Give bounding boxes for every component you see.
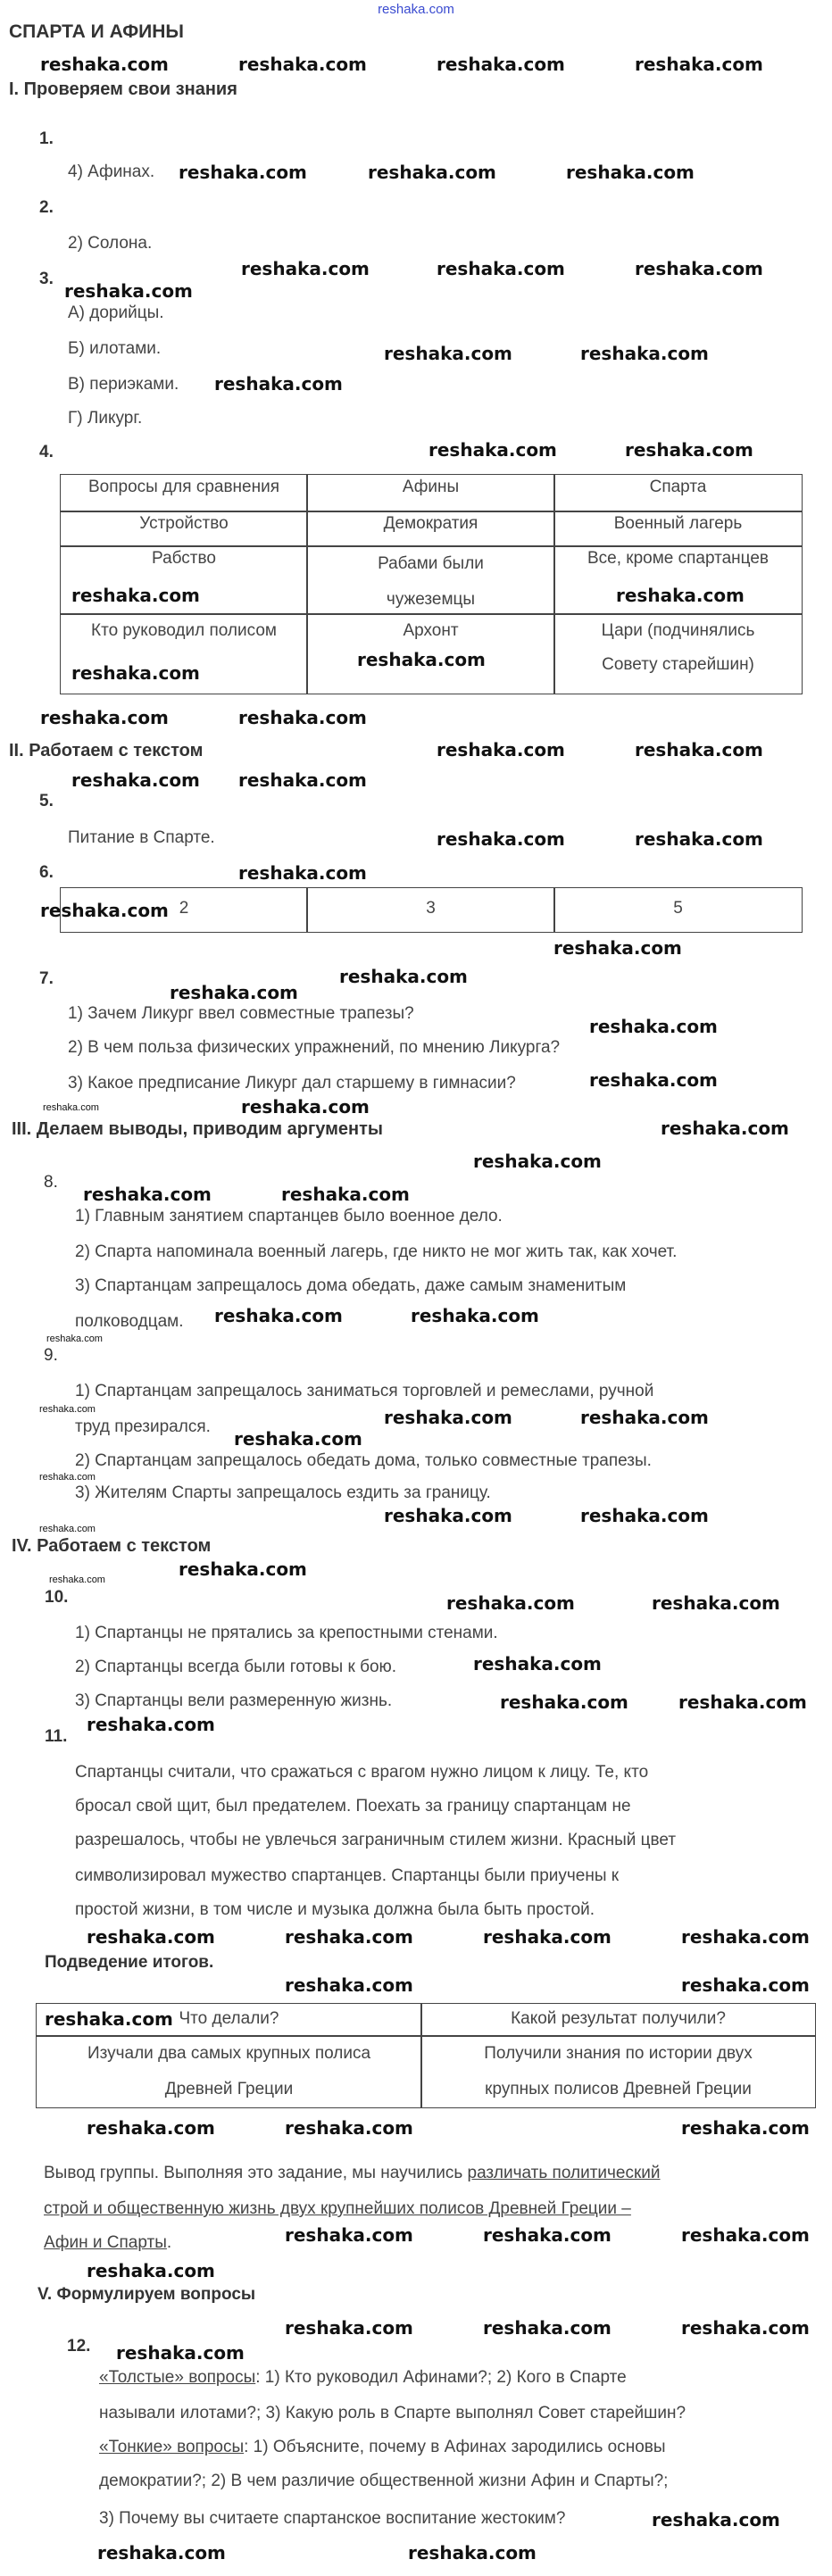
watermark: reshaka.com: [500, 1691, 628, 1713]
watermark: reshaka.com: [339, 966, 468, 987]
watermark: reshaka.com: [285, 1926, 413, 1948]
watermark: reshaka.com: [580, 1505, 709, 1526]
watermark: reshaka.com: [87, 1714, 215, 1735]
q1-answer: 4) Афинах.: [68, 162, 155, 181]
watermark: reshaka.com: [437, 54, 565, 75]
watermark-small: reshaka.com: [43, 1102, 99, 1113]
q11-number: 11.: [45, 1727, 68, 1746]
q9-answer: 2) Спартанцам запрещалось обедать дома, только совместные трапезы.: [75, 1451, 652, 1470]
table-cell: Все, кроме спартанцев: [553, 545, 803, 615]
watermark: reshaka.com: [71, 662, 200, 684]
watermark-small: reshaka.com: [39, 1404, 96, 1415]
q11-line: простой жизни, в том числе и музыка должна была быть простой.: [75, 1900, 595, 1919]
q3-number: 3.: [39, 270, 54, 288]
watermark: reshaka.com: [580, 343, 709, 364]
watermark: reshaka.com: [281, 1184, 410, 1205]
watermark: reshaka.com: [635, 258, 763, 279]
watermark-small: reshaka.com: [39, 1472, 96, 1483]
table-cell: Кто руководил полисом: [60, 613, 308, 694]
watermark: reshaka.com: [553, 937, 682, 959]
thin-questions-text: : 1) Объясните, почему в Афинах зародились основы: [244, 2438, 666, 2456]
watermark: reshaka.com: [661, 1118, 789, 1139]
table-header: Спарта: [553, 474, 803, 512]
watermark: reshaka.com: [616, 585, 745, 606]
q2-answer: 2) Солона.: [68, 234, 153, 253]
q12-thick-line: [99, 2368, 627, 2388]
header-watermark[interactable]: reshaka.com: [378, 2, 454, 17]
section-4-heading: IV. Работаем с текстом: [12, 1536, 212, 1556]
watermark: reshaka.com: [241, 258, 370, 279]
watermark: reshaka.com: [285, 2117, 413, 2139]
watermark: reshaka.com: [473, 1151, 602, 1172]
section-5-heading: V. Формулируем вопросы: [37, 2285, 256, 2304]
watermark: reshaka.com: [234, 1428, 362, 1450]
table-cell: Цари (подчинялись Совету старейшин): [553, 613, 803, 694]
q3-answer: Б) илотами.: [68, 339, 162, 358]
watermark: reshaka.com: [238, 707, 367, 728]
q12-thin-line: 3) Почему вы считаете спартанское воспитание жестоким?: [99, 2509, 566, 2528]
thin-questions-label: «Тонкие» вопросы: [99, 2438, 245, 2456]
q12-thin-line: [99, 2438, 666, 2457]
q11-line: бросал свой щит, был предателем. Поехать за границу спартанцам не: [75, 1797, 631, 1816]
watermark: reshaka.com: [580, 1407, 709, 1428]
watermark: reshaka.com: [45, 2008, 173, 2030]
watermark: reshaka.com: [241, 1096, 370, 1118]
table-cell: Изучали два самых крупных полиса Древней Греции: [36, 2035, 422, 2108]
watermark: reshaka.com: [384, 1407, 512, 1428]
q10-answer: 2) Спартанцы всегда были готовы к бою.: [75, 1658, 397, 1676]
table-header: Какой результат получили?: [420, 2003, 816, 2037]
watermark: reshaka.com: [179, 162, 307, 183]
table-cell: Рабами были чужеземцы: [306, 545, 555, 615]
watermark: reshaka.com: [285, 1974, 413, 1996]
thick-questions-label: «Толстые» вопросы: [99, 2368, 256, 2387]
q9-answer: 3) Жителям Спарты запрещалось ездить за границу.: [75, 1483, 491, 1502]
watermark: reshaka.com: [678, 1691, 807, 1713]
watermark: reshaka.com: [357, 649, 486, 670]
watermark: reshaka.com: [483, 2224, 612, 2246]
watermark: reshaka.com: [116, 2342, 245, 2364]
watermark: reshaka.com: [64, 280, 193, 302]
watermark: reshaka.com: [437, 739, 565, 760]
q7-answer: 1) Зачем Ликург ввел совместные трапезы?: [68, 1004, 414, 1023]
watermark: reshaka.com: [681, 1974, 810, 1996]
watermark: reshaka.com: [483, 1926, 612, 1948]
watermark: reshaka.com: [635, 54, 763, 75]
watermark: reshaka.com: [625, 439, 753, 461]
watermark: reshaka.com: [384, 343, 512, 364]
conclusion-lead: Вывод группы. Выполняя это задание, мы научились: [44, 2164, 468, 2182]
watermark: reshaka.com: [437, 258, 565, 279]
watermark-small: reshaka.com: [39, 1524, 96, 1534]
watermark: reshaka.com: [384, 1505, 512, 1526]
watermark: reshaka.com: [589, 1016, 718, 1037]
q9-answer: 1) Спартанцам запрещалось заниматься торговлей и ремеслами, ручной: [75, 1382, 654, 1400]
watermark: reshaka.com: [635, 828, 763, 850]
q9-number: 9.: [44, 1346, 58, 1365]
q4-number: 4.: [39, 443, 54, 461]
watermark: reshaka.com: [566, 162, 695, 183]
table-cell: Военный лагерь: [553, 511, 803, 547]
q8-number: 8.: [44, 1173, 58, 1192]
q11-line: Спартанцы считали, что сражаться с врагом нужно лицом к лицу. Те, кто: [75, 1763, 649, 1782]
watermark: reshaka.com: [83, 1184, 212, 1205]
section-3-heading: III. Делаем выводы, приводим аргументы: [12, 1119, 384, 1139]
watermark-small: reshaka.com: [46, 1334, 103, 1344]
q3-answer: А) дорийцы.: [68, 303, 164, 322]
q3-answer: В) периэками.: [68, 375, 179, 394]
watermark: reshaka.com: [652, 1592, 780, 1614]
watermark: reshaka.com: [437, 828, 565, 850]
q12-number: 12.: [67, 2337, 91, 2356]
watermark: reshaka.com: [285, 2317, 413, 2339]
watermark: reshaka.com: [87, 1926, 215, 1948]
section-2-heading: II. Работаем с текстом: [9, 741, 204, 760]
summary-heading: Подведение итогов.: [45, 1953, 214, 1972]
watermark: reshaka.com: [411, 1305, 539, 1326]
conclusion-line-3: [44, 2233, 171, 2253]
q12-thin-line: демократии?; 2) В чем различие общественной жизни Афин и Спарты?;: [99, 2472, 669, 2490]
q7-answer: 3) Какое предписание Ликург дал старшему в гимнасии?: [68, 1074, 516, 1093]
table-cell: Архонт: [306, 613, 555, 694]
section-1-heading: I. Проверяем свои знания: [9, 79, 237, 99]
table-header: Что делали?: [36, 2003, 422, 2037]
q8-answer: полководцам.: [75, 1312, 184, 1331]
watermark: reshaka.com: [681, 1926, 810, 1948]
watermark: reshaka.com: [285, 2224, 413, 2246]
conclusion-end: .: [166, 2233, 172, 2252]
watermark: reshaka.com: [71, 585, 200, 606]
watermark: reshaka.com: [97, 2542, 226, 2564]
q12-thick-line: называли илотами?; 3) Какую роль в Спарте выполнял Совет старейшин?: [99, 2404, 686, 2422]
watermark: reshaka.com: [40, 54, 169, 75]
q10-answer: 3) Спартанцы вели размеренную жизнь.: [75, 1691, 393, 1710]
table-cell: Демократия: [306, 511, 555, 547]
table-cell: 5: [553, 887, 803, 933]
watermark: reshaka.com: [473, 1653, 602, 1674]
q10-number: 10.: [45, 1588, 69, 1607]
q2-number: 2.: [39, 198, 54, 217]
q5-number: 5.: [39, 792, 54, 810]
watermark: reshaka.com: [238, 862, 367, 884]
watermark: reshaka.com: [238, 54, 367, 75]
watermark: reshaka.com: [681, 2117, 810, 2139]
watermark: reshaka.com: [71, 769, 200, 791]
watermark: reshaka.com: [652, 2509, 780, 2530]
q6-number: 6.: [39, 863, 54, 882]
q10-answer: 1) Спартанцы не прятались за крепостными стенами.: [75, 1624, 498, 1642]
watermark: reshaka.com: [681, 2317, 810, 2339]
watermark: reshaka.com: [87, 2117, 215, 2139]
watermark: reshaka.com: [428, 439, 557, 461]
conclusion-underlined: различать политический: [467, 2164, 661, 2182]
page-title: СПАРТА И АФИНЫ: [9, 21, 184, 42]
q8-answer: 1) Главным занятием спартанцев было военное дело.: [75, 1207, 503, 1226]
watermark: reshaka.com: [681, 2224, 810, 2246]
table-header: Вопросы для сравнения: [60, 474, 308, 512]
watermark: reshaka.com: [483, 2317, 612, 2339]
conclusion-underlined: Афин и Спарты: [44, 2233, 167, 2252]
q3-answer: Г) Ликург.: [68, 409, 143, 428]
table-cell: Получили знания по истории двух крупных полисов Древней Греции: [420, 2035, 816, 2108]
q9-answer: труд презирался.: [75, 1417, 211, 1436]
q11-line: разрешалось, чтобы не увлечься заграничным стилем жизни. Красный цвет: [75, 1831, 677, 1849]
q8-answer: 3) Спартанцам запрещалось дома обедать, даже самым знаменитым: [75, 1276, 627, 1295]
watermark-small: reshaka.com: [49, 1575, 105, 1585]
watermark: reshaka.com: [368, 162, 496, 183]
watermark: reshaka.com: [40, 900, 169, 921]
watermark: reshaka.com: [408, 2542, 537, 2564]
conclusion-line-1: [44, 2164, 661, 2183]
q7-answer: 2) В чем польза физических упражнений, по мнению Ликурга?: [68, 1038, 561, 1057]
q7-number: 7.: [39, 969, 54, 988]
watermark: reshaka.com: [214, 1305, 343, 1326]
table-cell: 3: [306, 887, 555, 933]
watermark: reshaka.com: [87, 2260, 215, 2281]
watermark: reshaka.com: [179, 1558, 307, 1580]
table-header: Афины: [306, 474, 555, 512]
table-cell: Устройство: [60, 511, 308, 547]
conclusion-underlined: строй и общественную жизнь двух крупнейших полисов Древней Греции –: [44, 2199, 631, 2218]
watermark: reshaka.com: [446, 1592, 575, 1614]
q5-answer: Питание в Спарте.: [68, 828, 215, 847]
table-cell: 2: [60, 887, 308, 933]
watermark: reshaka.com: [589, 1069, 718, 1091]
watermark: reshaka.com: [40, 707, 169, 728]
conclusion-line-2: [44, 2199, 631, 2219]
watermark: reshaka.com: [238, 769, 367, 791]
watermark: reshaka.com: [170, 982, 298, 1003]
watermark: reshaka.com: [635, 739, 763, 760]
q1-number: 1.: [39, 129, 54, 148]
table-cell: Рабство: [60, 545, 308, 615]
q11-line: символизировал мужество спартанцев. Спартанцы были приучены к: [75, 1866, 620, 1885]
q8-answer: 2) Спарта напоминала военный лагерь, где никто не мог жить так, как хочет.: [75, 1242, 678, 1261]
watermark: reshaka.com: [214, 373, 343, 395]
thick-questions-text: : 1) Кто руководил Афинами?; 2) Кого в Спарте: [255, 2368, 627, 2387]
